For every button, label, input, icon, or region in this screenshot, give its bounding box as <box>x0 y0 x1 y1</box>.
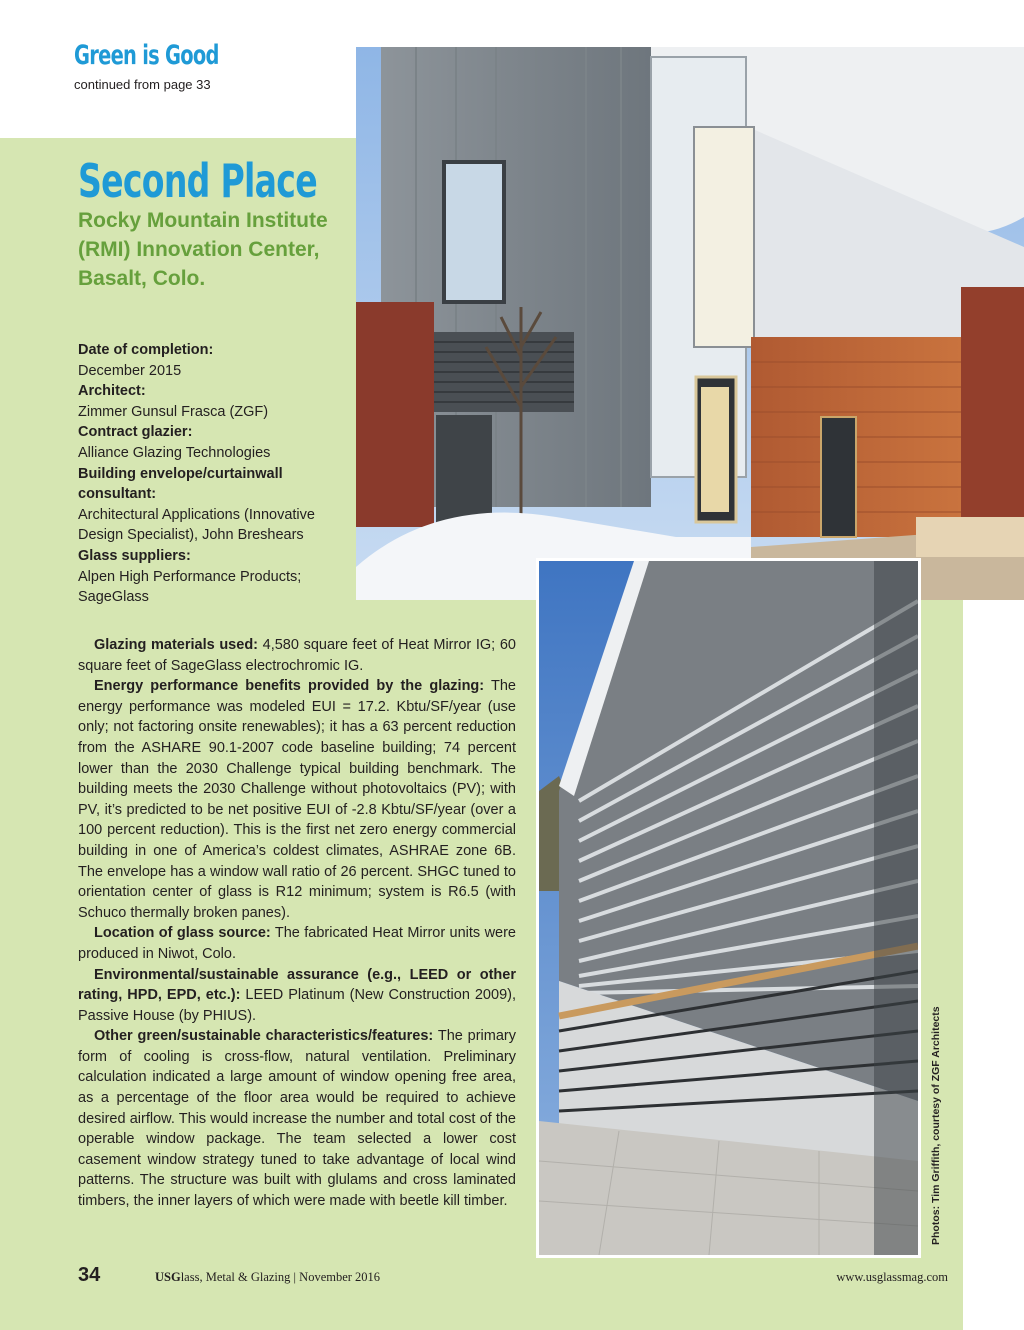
project-name: Rocky Mountain Institute (RMI) Innovation Center, Basalt, Colo. <box>78 209 328 290</box>
detail-value: Zimmer Gunsul Frasca (ZGF) <box>78 403 269 420</box>
section-title: Second Place <box>78 154 317 208</box>
paragraph-text: LEED Platinum (New Construction 2009), Passive House (by PHIUS). <box>78 987 516 1024</box>
paragraph-text: The primary form of cooling is cross-flow, natural ventilation. Preliminary calculation indicated a large amount of window opening free area, as a percentage of the floor area would be required to achieve desired airflow. This would increase the number and total cost of the operable window package. The team selected a lower cost casement window strategy tuned to take advantage of local wind patterns. The structure was built with glulams and cross laminated timbers, the inner layers of which were made with beetle kill timber. <box>78 1028 516 1210</box>
body-paragraph <box>78 965 516 1027</box>
paragraph-label: Glazing materials used: <box>94 637 258 653</box>
paragraph-label: Energy performance benefits provided by the glazing: <box>94 678 485 695</box>
body-paragraph <box>78 676 516 923</box>
detail-value: December 2015 <box>78 362 182 379</box>
footer-separator: | <box>293 1270 297 1284</box>
page-number: 34 <box>78 1264 101 1286</box>
continued-note: continued from page 33 <box>74 77 211 92</box>
magazine-footer <box>155 1270 380 1285</box>
detail-value: Alliance Glazing Technologies <box>78 444 271 461</box>
paragraph-text: 4,580 square feet of Heat Mirror IG; 60 square feet of SageGlass electrochromic IG. <box>78 637 516 674</box>
article-body <box>78 635 516 1212</box>
body-paragraph <box>78 635 516 676</box>
detail-label: Date of completion: <box>78 342 214 358</box>
issue-date: November 2016 <box>299 1270 381 1284</box>
detail-label: Architect: <box>78 383 146 400</box>
brand-bold: USG <box>155 1270 181 1284</box>
paragraph-text: The energy performance was modeled EUI = 17.2. Kbtu/SF/year (use only; not factoring onsite renewables); it has a 63 percent reduction from the ASHARE 90.1-2007 code baseline building; 74 percent lower than the 2030 Challenge typical building benchmark. The building meets the 2030 Challenge without photovoltaics (PV); with PV, it’s predicted to be net positive EUI of -2.8 Kbtu/SF/year (over a 100 percent reduction). This is the first net zero energy commercial building in one of America’s coldest climates, ASHRAE zone 6B. The envelope has a window wall ratio of 26 percent. SHGC tuned to orientation center of glass is R12 minimum; system is R6.5 (with Schuco thermally broken panes). <box>78 678 516 921</box>
paragraph-text: The fabricated Heat Mirror units were produced in Niwot, Colo. <box>78 925 516 962</box>
building-exterior-photo <box>356 47 1024 600</box>
column-title: Green is Good <box>74 40 219 71</box>
detail-value: Alpen High Performance Products; SageGlass <box>78 568 302 606</box>
detail-label: Glass suppliers: <box>78 547 191 564</box>
website-url[interactable]: www.usglassmag.com <box>836 1270 948 1284</box>
brand-rest: lass, Metal & Glazing <box>180 1270 291 1284</box>
paragraph-label: Location of glass source: <box>94 925 271 942</box>
body-paragraph <box>78 1026 516 1211</box>
paragraph-label: Other green/sustainable characteristics/features: <box>94 1028 434 1045</box>
detail-label: Building envelope/curtainwall consultant: <box>78 465 283 503</box>
project-details <box>78 340 353 608</box>
photo-credit: Photos: Tim Griffith, courtesy of ZGF Architects <box>930 1006 942 1245</box>
louver-balcony-photo <box>536 558 921 1258</box>
detail-label: Contract glazier: <box>78 424 193 441</box>
body-paragraph <box>78 923 516 964</box>
paragraph-label: Environmental/sustainable assurance (e.g., LEED or other rating, HPD, EPD, etc.): <box>78 966 516 1004</box>
detail-value: Architectural Applications (Innovative Design Specialist), John Breshears <box>78 506 315 544</box>
